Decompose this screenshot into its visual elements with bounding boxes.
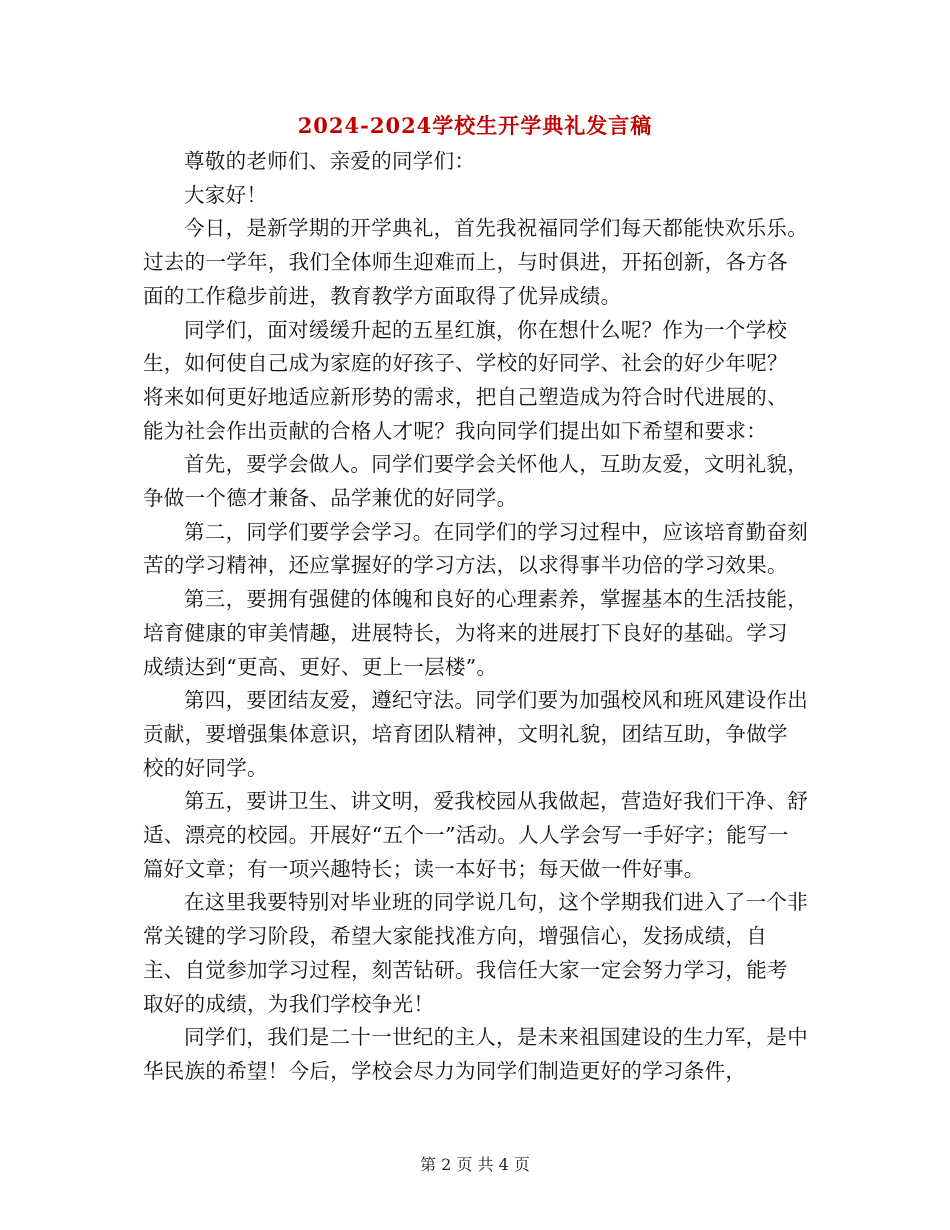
paragraph-fourth: 第四，要团结友爱，遵纪守法。同学们要为加强校风和班风建设作出贡献，要增强集体意识，培育团队精神，文明礼貌，团结互助，争做学校的好同学。: [143, 688, 808, 780]
paragraph-salutation: 尊敬的老师们、亲爱的同学们：: [184, 149, 476, 173]
paragraph-question: 同学们，面对缓缓升起的五星红旗，你在想什么呢？作为一个学校生，如何使自己成为家庭的好孩子、学校的好同学、社会的好少年呢？将来如何更好地适应新形势的需求，把自己塑造成为符合时代进展的、能为社会作出贡献的合格人才呢？我向同学们提出如下希望和要求：: [143, 317, 788, 443]
document-title: 2024-2024学校生开学典礼发言稿: [297, 113, 653, 138]
paragraph-intro: 今日，是新学期的开学典礼，首先我祝福同学们每天都能快欢乐乐。过去的一学年，我们全体师生迎难而上，与时俱进，开拓创新，各方各面的工作稳步前进，教育教学方面取得了优异成绩。: [143, 216, 808, 308]
paragraph-first: 首先，要学会做人。同学们要学会关怀他人，互助友爱，文明礼貌，争做一个德才兼备、品学兼优的好同学。: [143, 452, 808, 511]
paragraph-second: 第二，同学们要学会学习。在同学们的学习过程中，应该培育勤奋刻苦的学习精神，还应掌握好的学习方法，以求得事半功倍的学习效果。: [143, 519, 808, 578]
document-body: [143, 145, 808, 1089]
paragraph-closing: 同学们，我们是二十一世纪的主人，是未来祖国建设的生力军，是中华民族的希望！今后，学校会尽力为同学们制造更好的学习条件，: [143, 1025, 808, 1083]
paragraph-third: 第三，要拥有强健的体魄和良好的心理素养，掌握基本的生活技能，培育健康的审美情趣，进展特长，为将来的进展打下良好的基础。学习成绩达到“更高、更好、更上一层楼”。: [143, 587, 808, 679]
paragraph-greeting: 大家好！: [184, 182, 268, 207]
paragraph-graduates: 在这里我要特别对毕业班的同学说几句，这个学期我们进入了一个非常关键的学习阶段，希望大家能找准方向，增强信心，发扬成绩，自主、自觉参加学习过程，刻苦钻研。我信任大家一定会努力学习，能考取好的成绩，为我们学校争光！: [143, 890, 808, 1016]
paragraph-fifth: 第五，要讲卫生、讲文明，爱我校园从我做起，营造好我们干净、舒适、漂亮的校园。开展好“五个一”活动。人人学会写一手好字；能写一篇好文章；有一项兴趣特长；读一本好书；每天做一件好事。: [143, 789, 808, 881]
page-number-footer: 第 2 页 共 4 页: [420, 1155, 530, 1174]
